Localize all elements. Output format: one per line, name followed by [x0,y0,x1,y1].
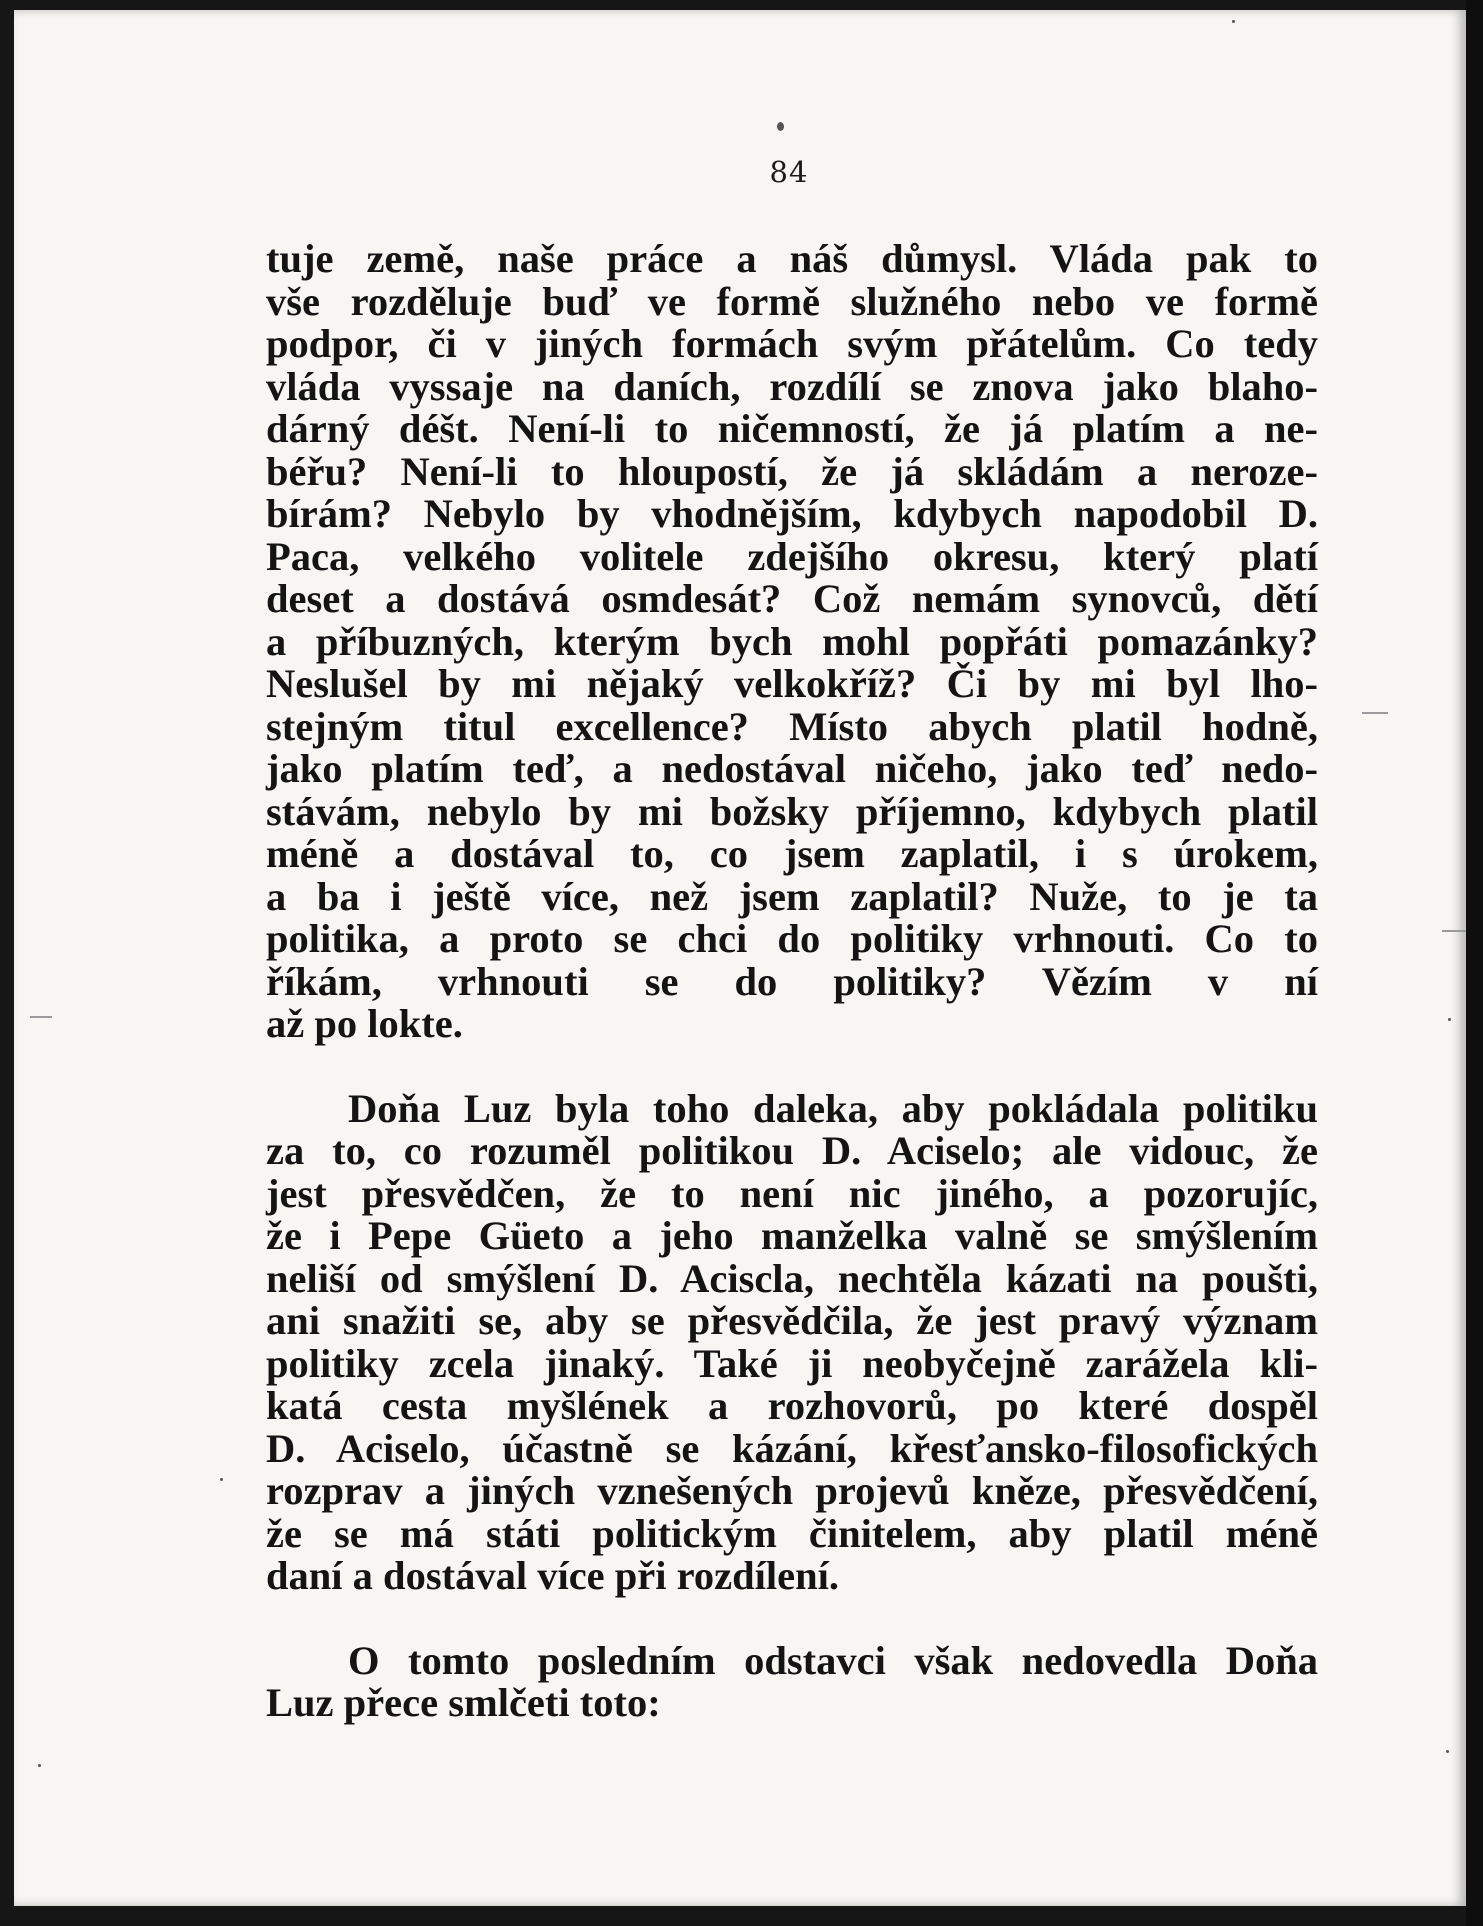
page-edge-shadow [1466,0,1483,1926]
text-line: Neslušel by mi nějaký velkokříž? Či by mi byl lho- [266,661,1318,706]
book-page [14,10,1466,1906]
text-line: daní a dostával více při rozdílení. [266,1553,840,1598]
text-line: tuje země, naše práce a náš důmysl. Vláda pak to [266,236,1318,281]
body-text [266,238,1318,1725]
scan-speck [1232,20,1235,23]
paragraph-gap [266,1046,1318,1088]
text-line: říkám, vrhnouti se do politiky? Vězím v ní [266,958,1318,1004]
text-line: rozprav a jiných vznešených projevů kněze, přesvědčení, [266,1468,1318,1513]
text-line: až po lokte. [266,1001,463,1046]
text-line: že se má státi politickým činitelem, aby platil méně [266,1510,1318,1556]
text-line: jako platím teď, a nedostával ničeho, jako teď nedo- [266,746,1318,791]
text-line: vláda vyssaje na daních, rozdílí se znova jako blaho- [266,363,1318,409]
text-line: bírám? Nebylo by vhodnějším, kdybych napodobil D. [266,491,1318,536]
text-line: jest přesvědčen, že to není nic jiného, a pozorujíc, [266,1170,1318,1216]
scan-mark [1442,930,1466,932]
text-line: béřu? Není-li to hloupostí, že já skládám a neroze- [266,448,1318,494]
paragraph-gap [266,1598,1318,1640]
scan-speck [38,1764,41,1767]
text-line: Doňa Luz byla toho daleka, aby pokládala politiku [348,1085,1318,1131]
text-line: Luz přece smlčeti toto: [266,1680,661,1725]
scan-speck [1446,1750,1449,1753]
text-line: O tomto posledním odstavci však nedovedla Doňa [348,1637,1318,1683]
text-line: a ba i ještě více, než jsem zaplatil? Nuže, to je ta [266,873,1318,919]
text-line: politika, a proto se chci do politiky vrhnouti. Co to [266,916,1318,961]
page-number: 84 [769,155,809,189]
text-line: vše rozděluje buď ve formě služného nebo ve formě [266,278,1318,324]
text-line: katá cesta myšlének a rozhovorů, po které dospěl [266,1383,1318,1428]
text-line: méně a dostával to, co jsem zaplatil, i s úrokem, [266,831,1318,876]
text-line: za to, co rozuměl politikou D. Aciselo; ale vidouc, že [266,1128,1318,1173]
text-line: dárný déšt. Není-li to ničemností, že já platím a ne- [266,406,1318,451]
scan-mark [30,1016,52,1018]
text-line: stávám, nebylo by mi božsky příjemno, kdybych platil [266,788,1318,834]
scan-speck [777,122,784,131]
text-line: D. Aciselo, účastně se kázání, křesťansko-filosofických [266,1425,1318,1471]
text-line: neliší od smýšlení D. Aciscla, nechtěla kázati na poušti, [266,1255,1318,1301]
text-line: že i Pepe Güeto a jeho manželka valně se smýšlením [266,1213,1318,1258]
text-line: a příbuzných, kterým bych mohl popřáti pomazánky? [266,618,1318,664]
text-line: ani snažiti se, aby se přesvědčila, že jest pravý význam [266,1298,1318,1343]
scan-speck [1448,1018,1451,1021]
text-line: deset a dostává osmdesát? Což nemám synovců, dětí [266,576,1318,621]
text-line: podpor, či v jiných formách svým přátelům. Co tedy [266,321,1318,366]
text-line: stejným titul excellence? Místo abych platil hodně, [266,703,1318,749]
scan-speck [220,1478,223,1481]
text-line: Paca, velkého volitele zdejšího okresu, který platí [266,533,1318,579]
text-line: politiky zcela jinaký. Také ji neobyčejně zarážela kli- [266,1340,1318,1386]
scan-mark [1362,712,1388,714]
